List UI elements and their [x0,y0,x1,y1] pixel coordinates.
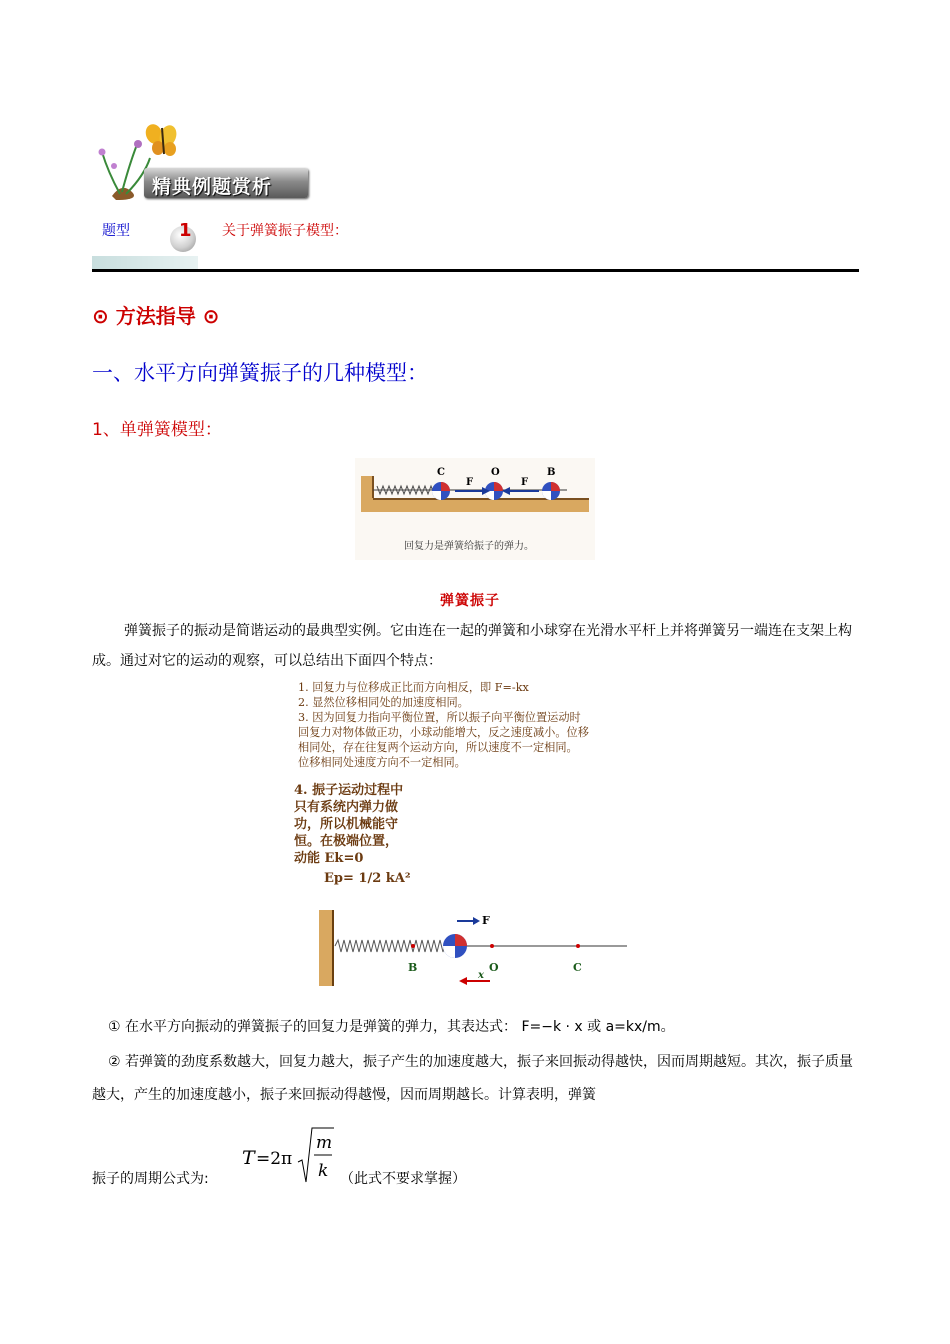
label-o: O [491,467,500,478]
formula-m: m [316,1133,333,1153]
item-1: ① 在水平方向振动的弹簧振子的回复力是弹簧的弹力，其表达式： F=−k · x 或 a=kx/m。 [108,1019,675,1035]
label-b: B [408,961,418,974]
item-2: ② 若弹簧的劲度系数越大，回复力越大，振子产生的加速度越大，振子来回振动得越快，因而周期越短。其次，振子质量越大，产生的加速度越小，振子来回振动得越慢，因而周期越长。计算表明，弹簧 [92,1054,853,1103]
ball-icon [443,934,467,958]
feature-4d: 恒。在极端位置， [294,834,399,849]
label-c: C [437,467,445,478]
method-heading: ⊙ 方法指导 ⊙ [92,304,220,328]
section-heading: 一、水平方向弹簧振子的几种模型： [92,361,428,385]
feature-4b: 只有系统内弹力做 [294,800,399,815]
type-number: 1 [179,220,192,241]
ball-b-icon [542,482,560,500]
formula-t: T [242,1147,255,1169]
intro-paragraph: 弹簧振子的振动是简谐运动的最典型实例。它由连在一起的弹簧和小球穿在光滑水平杆上并将弹簧另一端连在支架上构成。通过对它的运动的观察，可以总结出下面四个特点： [92,623,852,669]
force-arrow-icon [473,917,480,925]
label-x: x [478,970,484,981]
feature-3b: 回复力对物体做正功，小球动能增大，反之速度减小。位移 [298,726,589,739]
feature-4c: 功，所以机械能守 [294,817,399,832]
label-b: B [547,467,556,478]
banner-title: 精典例题赏析 [152,176,273,198]
feature-3a: 3. 因为回复力指向平衡位置，所以振子向平衡位置运动时 [298,711,581,724]
ball-c-icon [432,482,450,500]
feature-3d: 位移相同处速度方向不一定相同。 [298,756,466,769]
label-o: O [489,961,499,974]
feature-1: 1. 回复力与位移成正比而方向相反，即 F=-kx [298,681,529,694]
type-label: 题型 [102,223,130,239]
feature-2: 2. 显然位移相同处的加速度相同。 [298,696,469,709]
type-title: 关于弹簧振子模型： [222,223,348,239]
figure1-caption: 回复力是弹簧给振子的弹力。 [404,541,534,552]
period-label: 振子的周期公式为: [92,1171,209,1187]
sub-heading: 1、单弹簧模型： [92,420,222,440]
arrow-left-icon [502,487,510,495]
features-figure [290,678,660,898]
period-note: （此式不要求掌握） [340,1171,466,1187]
formula-k: k [318,1161,329,1181]
section-banner [92,122,308,202]
displacement-arrow-icon [459,977,467,985]
feature-4f: Ep= 1/2 kA² [324,871,411,886]
figure-title: 弹簧振子 [440,593,500,609]
label-c: C [573,961,582,974]
tab-strip [92,256,198,270]
feature-3c: 相同处，存在往复两个运动方向，所以速度不一定相同。 [298,741,578,754]
label-f-2: F [521,477,529,488]
formula-eq: =2π [256,1149,293,1169]
header-rule [92,269,859,272]
period-formula [238,1124,338,1186]
label-f: F [482,914,490,927]
feature-4e: 动能 Ek=0 [294,851,364,866]
type-number-badge [170,220,196,252]
label-f-1: F [466,477,474,488]
feature-4a: 4. 振子运动过程中 [294,783,404,798]
spring-force-figure [315,908,635,998]
